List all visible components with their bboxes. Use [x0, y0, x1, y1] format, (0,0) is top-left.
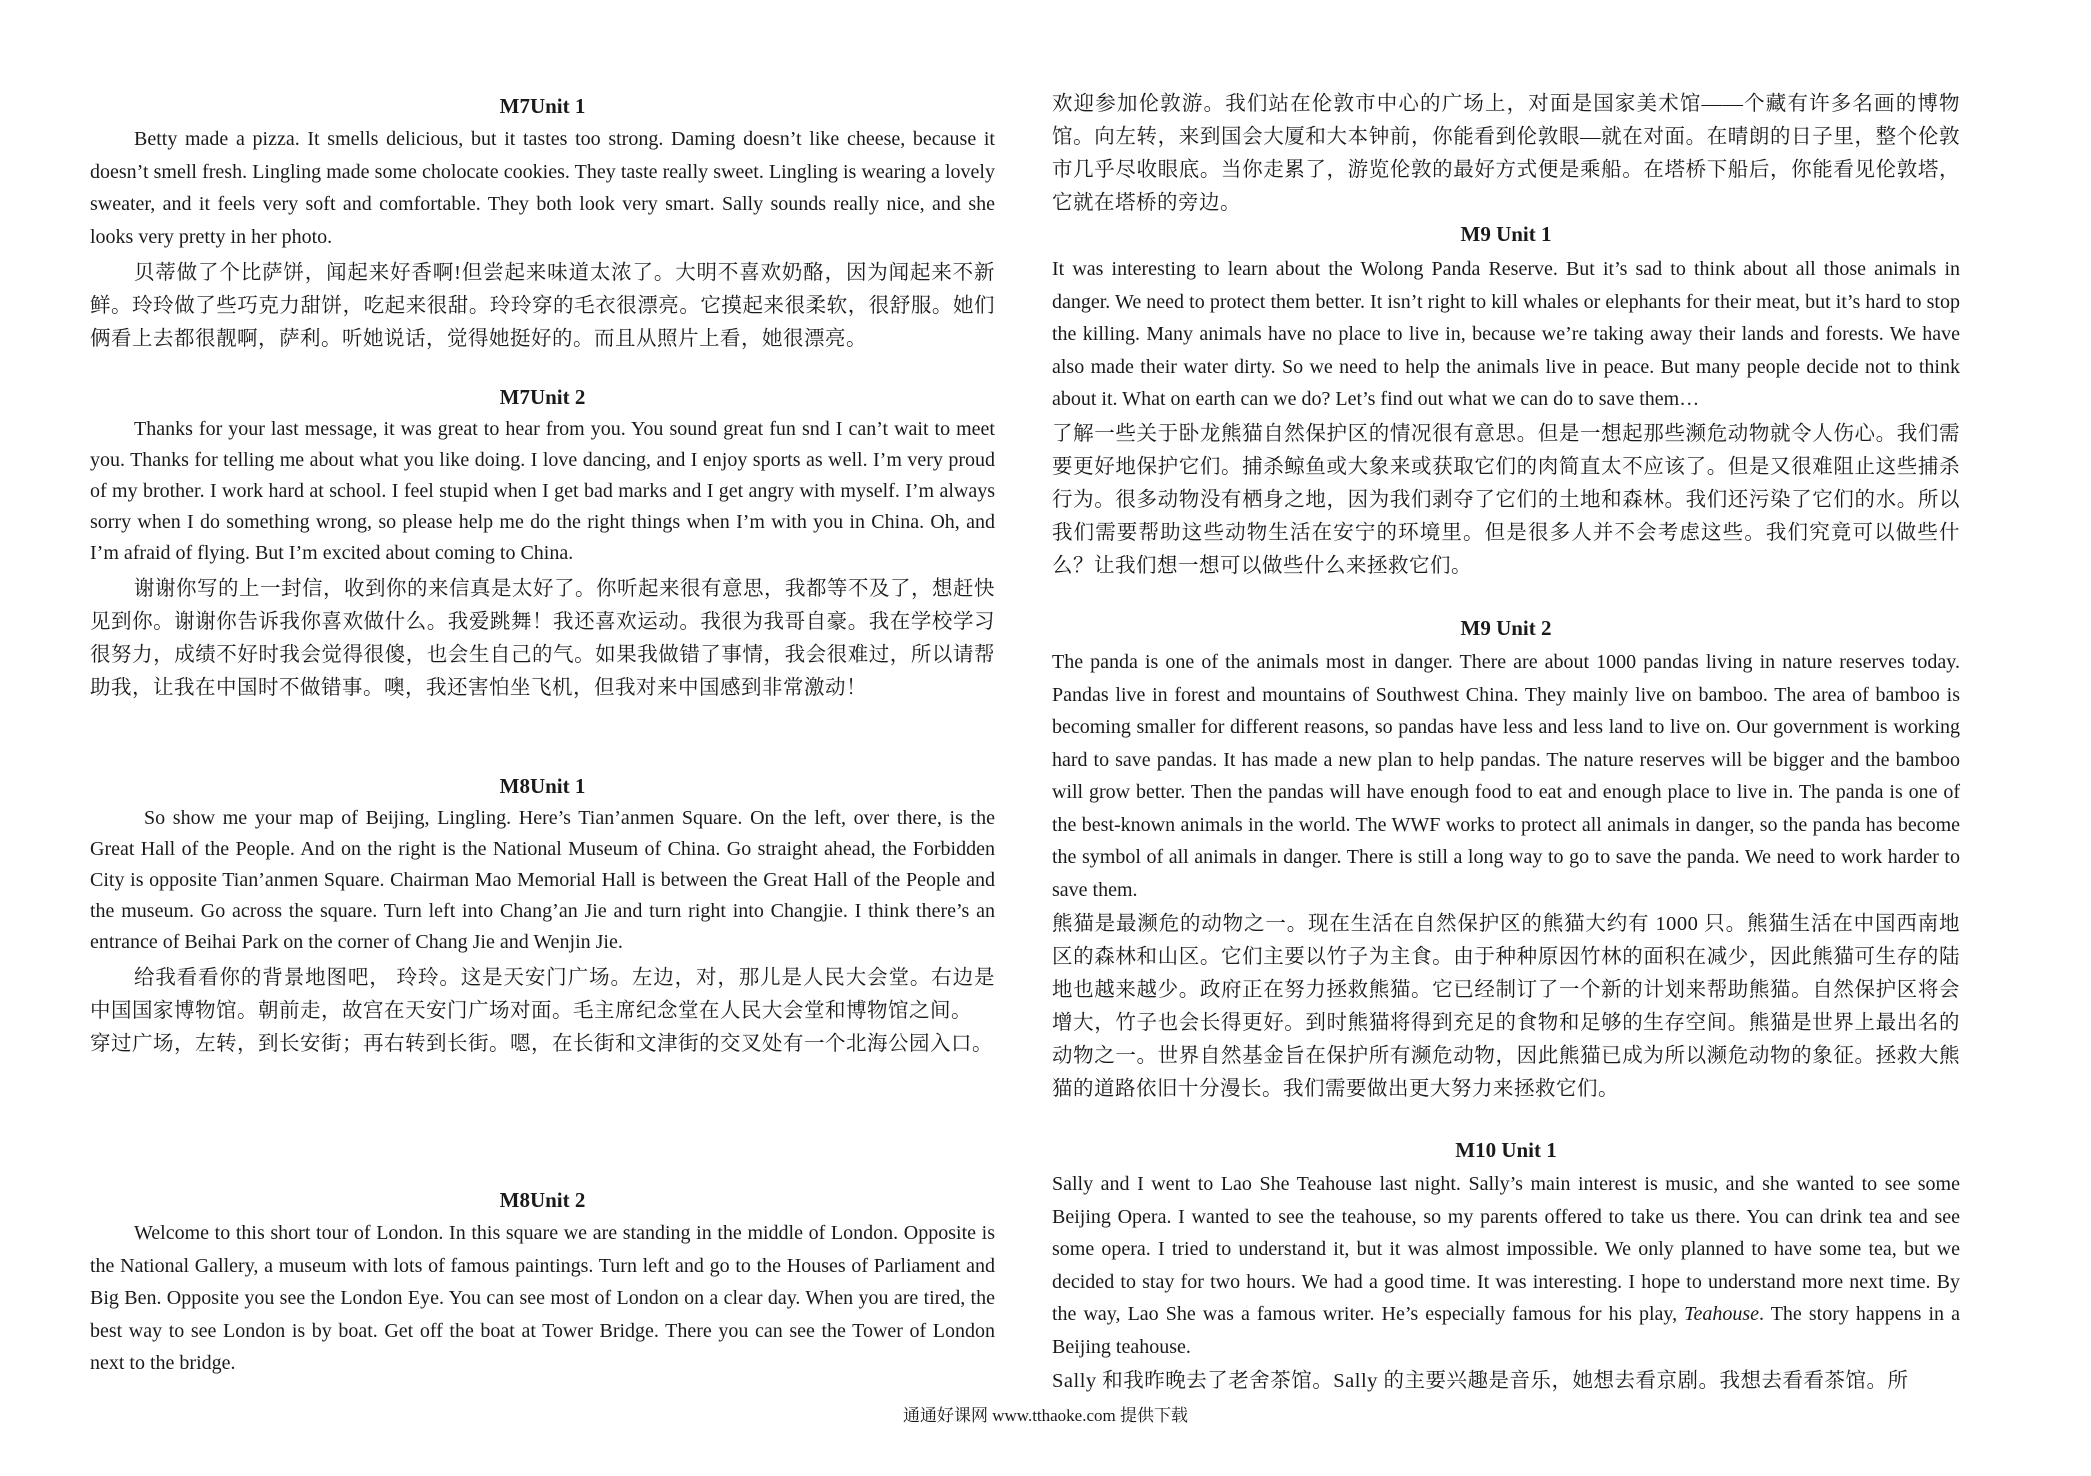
section-m9-unit2	[1052, 614, 1960, 1106]
chinese-translation: 给我看看你的背景地图吧， 玲玲。这是天安门广场。左边，对，那儿是人民大会堂。右边是中国国家博物馆。朝前走，故宫在天安门广场对面。毛主席纪念堂在人民大会堂和博物馆之间。	[90, 967, 995, 1022]
play-title: Teahouse	[1684, 1303, 1759, 1325]
section-m8-unit2	[90, 1186, 995, 1380]
section-heading: M8Unit 1	[499, 774, 586, 798]
english-passage: So show me your map of Beijing, Lingling. Here’s Tian’anmen Square. On the left, over there, is the Great Hall of the People. And on the right is the National Museum of China. Go straight ahead, the Forbidden City is opposite Tian’anmen Square. Chairman Mao Memorial Hall is between the Great Hall of the People and the museum. Go across the square. Turn left into Chang’an Jie and turn right into Changjie. I think there’s an entrance of Beihai Park on the corner of Chang Jie and Wenjin Jie.	[90, 807, 995, 953]
chinese-translation: 贝蒂做了个比萨饼，闻起来好香啊!但尝起来味道太浓了。大明不喜欢奶酪，因为闻起来不新鲜。玲玲做了些巧克力甜饼，吃起来很甜。玲玲穿的毛衣很漂亮。它摸起来很柔软，很舒服。她们俩看上去都很靓啊，萨利。听她说话，觉得她挺好的。而且从照片上看，她很漂亮。	[90, 262, 995, 350]
english-passage: Thanks for your last message, it was great to hear from you. You sound great fun snd I can’t wait to meet you. Thanks for telling me about what you like doing. I love dancing, and I enjoy sports as well. I’m very proud of my brother. I work hard at school. I feel stupid when I get bad marks and I get angry with myself. I’m always sorry when I do something wrong, so please help me do the right things when I’m with you in China. Oh, and I’m afraid of flying. But I’m excited about coming to China.	[90, 418, 995, 564]
section-m8-unit1	[90, 772, 995, 1061]
section-heading: M9 Unit 1	[1460, 222, 1552, 246]
section-m7-unit2	[90, 383, 995, 705]
section-m10-unit1	[1052, 1136, 1960, 1398]
section-heading: M7Unit 2	[499, 385, 586, 409]
section-heading: M8Unit 2	[499, 1188, 586, 1212]
section-m9-unit1	[1052, 220, 1960, 583]
section-m8-unit2-translation	[1052, 88, 1960, 220]
english-passage: Welcome to this short tour of London. In this square we are standing in the middle of London. Opposite is the National Gallery, a museum with lots of famous paintings. Turn left and go to the Houses of Parliament and Big Ben. Opposite you see the London Eye. You can see most of London on a clear day. When you are tired, the best way to see London is by boat. Get off the boat at Tower Bridge. There you can see the Tower of London next to the bridge.	[90, 1222, 995, 1374]
section-heading: M7Unit 1	[499, 94, 586, 118]
section-m7-unit1	[90, 92, 995, 356]
chinese-translation: 了解一些关于卧龙熊猫自然保护区的情况很有意思。但是一想起那些濒危动物就令人伤心。我们需要更好地保护它们。捕杀鲸鱼或大象来或获取它们的肉简直太不应该了。但是又很难阻止这些捕杀行为。很多动物没有栖身之地，因为我们剥夺了它们的土地和森林。我们还污染了它们的水。所以我们需要帮助这些动物生活在安宁的环境里。但是很多人并不会考虑这些。我们究竟可以做些什么？让我们想一想可以做些什么来拯救它们。	[1052, 422, 1960, 577]
english-passage-part: . The story happens in a Beijing teahouse.	[1052, 1303, 1960, 1358]
english-passage: It was interesting to learn about the Wolong Panda Reserve. But it’s sad to think about all those animals in danger. We need to protect them better. It isn’t right to kill whales or elephants for their meat, but it’s hard to stop the killing. Many animals have no place to live in, because we’re taking away their lands and forests. We have also made their water dirty. So we need to help the animals live in peace. But many people decide not to think about it. What on earth can we do? Let’s find out what we can do to save them…	[1052, 258, 1960, 410]
english-passage	[1052, 1168, 1960, 1363]
chinese-translation-continued: 穿过广场，左转，到长安街；再右转到长街。嗯，在长街和文津街的交叉处有一个北海公园入口。	[90, 1033, 993, 1055]
page-footer: 通通好课网 www.tthaoke.com 提供下载	[902, 1406, 1189, 1425]
chinese-translation: Sally 和我昨晚去了老舍茶馆。Sally 的主要兴趣是音乐，她想去看京剧。我想去看看茶馆。所	[1052, 1370, 1909, 1392]
section-heading: M9 Unit 2	[1460, 616, 1552, 640]
chinese-translation: 欢迎参加伦敦游。我们站在伦敦市中心的广场上，对面是国家美术馆——个藏有许多名画的博物馆。向左转，来到国会大厦和大本钟前，你能看到伦敦眼—就在对面。在晴朗的日子里，整个伦敦市几乎尽收眼底。当你走累了，游览伦敦的最好方式便是乘船。在塔桥下船后，你能看见伦敦塔，它就在塔桥的旁边。	[1052, 93, 1960, 214]
section-heading: M10 Unit 1	[1455, 1138, 1557, 1162]
english-passage: Betty made a pizza. It smells delicious, but it tastes too strong. Daming doesn’t like cheese, because it doesn’t smell fresh. Lingling made some cholocate cookies. They taste really sweet. Lingling is wearing a lovely sweater, and it feels very soft and comfortable. They both look very smart. Sally sounds really nice, and she looks very pretty in her photo.	[90, 128, 995, 248]
english-passage: The panda is one of the animals most in danger. There are about 1000 pandas living in nature reserves today. Pandas live in forest and mountains of Southwest China. They mainly live on bamboo. The area of bamboo is becoming smaller for different reasons, so pandas have less and less land to live on. Our government is working hard to save pandas. It has made a new plan to help pandas. The nature reserves will be bigger and the bamboo will grow better. Then the pandas will have enough food to eat and enough place to live in. The panda is one of the best-known animals in the world. The WWF works to protect all animals in danger, so the panda has become the symbol of all animals in danger. There is still a long way to go to save the panda. We need to work harder to save them.	[1052, 651, 1960, 901]
chinese-translation: 谢谢你写的上一封信，收到你的来信真是太好了。你听起来很有意思，我都等不及了，想赶快见到你。谢谢你告诉我你喜欢做什么。我爱跳舞！我还喜欢运动。我很为我哥自豪。我在学校学习很努力，成绩不好时我会觉得很傻，也会生自己的气。如果我做错了事情，我会很难过，所以请帮助我，让我在中国时不做错事。噢，我还害怕坐飞机，但我对来中国感到非常激动！	[90, 578, 995, 699]
english-passage-part: Sally and I went to Lao She Teahouse last night. Sally’s main interest is music, and she wanted to see some Beijing Opera. I wanted to see the teahouse, so my parents offered to take us there. You can drink tea and see some opera. I tried to understand it, but it was almost impossible. We only planned to have some tea, but we decided to stay for two hours. We had a good time. It was interesting. I hope to understand more next time. By the way, Lao She was a famous writer. He’s especially famous for his play,	[1052, 1173, 1960, 1325]
chinese-translation: 熊猫是最濒危的动物之一。现在生活在自然保护区的熊猫大约有 1000 只。熊猫生活在中国西南地区的森林和山区。它们主要以竹子为主食。由于种种原因竹林的面积在减少，因此熊猫可生存的陆地也越来越少。政府正在努力拯救熊猫。它已经制订了一个新的计划来帮助熊猫。自然保护区将会增大，竹子也会长得更好。到时熊猫将得到充足的食物和足够的生存空间。熊猫是世界上最出名的动物之一。世界自然基金旨在保护所有濒危动物，因此熊猫已成为所以濒危动物的象征。拯救大熊猫的道路依旧十分漫长。我们需要做出更大努力来拯救它们。	[1052, 913, 1960, 1100]
